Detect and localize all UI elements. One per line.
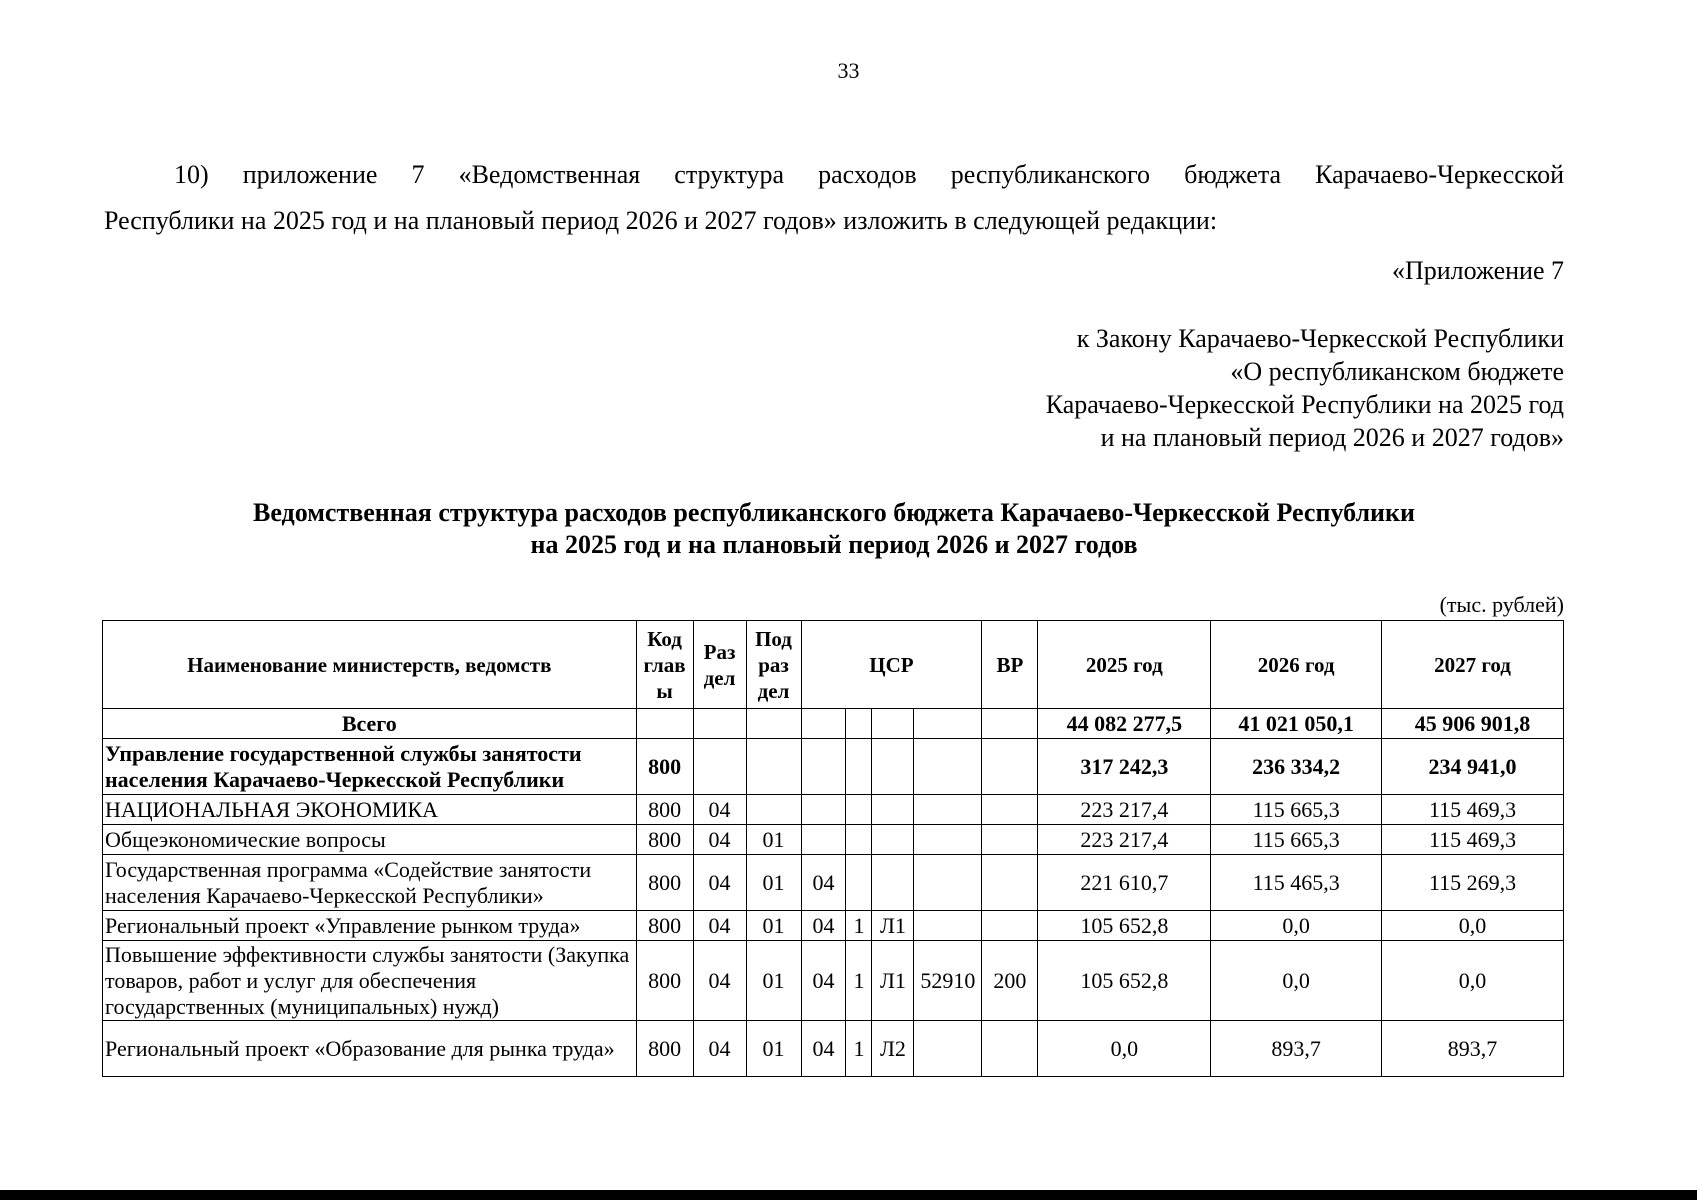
cell-csr2: 1 (846, 941, 872, 1021)
cell-razdel (693, 739, 746, 795)
table-row (103, 855, 1564, 911)
cell-kod: 800 (636, 739, 693, 795)
header-podrazdel-2: раз (758, 652, 789, 677)
cell-y2025: 105 652,8 (1038, 941, 1211, 1021)
appendix-reference (1046, 322, 1564, 454)
cell-csr4 (914, 825, 982, 855)
cell-razdel: 04 (693, 1021, 746, 1077)
cell-razdel: 04 (693, 795, 746, 825)
cell-y2027: 0,0 (1382, 941, 1564, 1021)
total-2025: 44 082 277,5 (1038, 709, 1211, 739)
intro-paragraph (104, 152, 1564, 244)
cell-vr (982, 795, 1038, 825)
header-podrazdel-1: Под (755, 626, 792, 651)
document-title (104, 497, 1564, 561)
cell-csr4 (914, 795, 982, 825)
cell-vr (982, 855, 1038, 911)
cell-csr4 (914, 1021, 982, 1077)
cell-podrazdel (746, 795, 801, 825)
cell-csr4: 52910 (914, 941, 982, 1021)
cell-name: Общеэкономические вопросы (103, 825, 637, 855)
document-title-line-1: Ведомственная структура расходов республиканского бюджета Карачаево-Черкесской Республики (253, 498, 1415, 527)
header-razdel (693, 621, 746, 709)
cell-csr1: 04 (801, 911, 846, 941)
cell-vr (982, 825, 1038, 855)
document-title-line-2: на 2025 год и на плановый период 2026 и 2027 годов (530, 530, 1138, 559)
header-podrazdel-3: дел (757, 678, 790, 703)
appendix-line-1: к Закону Карачаево-Черкесской Республики (1076, 324, 1564, 353)
page-number: 33 (837, 58, 860, 83)
header-2026: 2026 год (1211, 621, 1382, 709)
total-2027: 45 906 901,8 (1382, 709, 1564, 739)
header-kod-2: глав (643, 652, 686, 677)
cell-kod: 800 (636, 941, 693, 1021)
cell-csr4 (914, 739, 982, 795)
table-row (103, 941, 1564, 1021)
header-kod-3: ы (656, 678, 673, 703)
cell-csr1: 04 (801, 1021, 846, 1077)
cell-vr (982, 739, 1038, 795)
cell-razdel: 04 (693, 825, 746, 855)
cell-y2025: 223 217,4 (1038, 795, 1211, 825)
table-row (103, 1021, 1564, 1077)
cell-csr3: Л1 (872, 911, 914, 941)
appendix-title: «Приложение 7 (1391, 256, 1564, 285)
cell-y2025: 0,0 (1038, 1021, 1211, 1077)
cell-kod: 800 (636, 911, 693, 941)
cell-csr1 (801, 795, 846, 825)
cell-csr2: 1 (846, 1021, 872, 1077)
header-podrazdel (746, 621, 801, 709)
cell-razdel: 04 (693, 855, 746, 911)
cell-name: Государственная программа «Содействие занятости населения Карачаево-Черкесской Республики» (103, 855, 637, 911)
header-kod-1: Код (647, 626, 682, 651)
cell-name: Управление государственной службы занятости населения Карачаево-Черкесской Республики (103, 739, 637, 795)
cell-csr4 (914, 911, 982, 941)
cell-y2026: 115 665,3 (1211, 795, 1382, 825)
cell-podrazdel: 01 (746, 1021, 801, 1077)
cell-name: Региональный проект «Образование для рынка труда» (103, 1021, 637, 1077)
cell-y2026: 0,0 (1211, 911, 1382, 941)
cell-csr3 (872, 855, 914, 911)
cell-y2025: 105 652,8 (1038, 911, 1211, 941)
header-vr: ВР (982, 621, 1038, 709)
cell-csr2: 1 (846, 911, 872, 941)
cell-y2027: 0,0 (1382, 911, 1564, 941)
table-row (103, 739, 1564, 795)
cell-name: Повышение эффективности службы занятости (Закупка товаров, работ и услуг для обеспечения государственных (муниципальных) нужд) (103, 941, 637, 1021)
cell-y2027: 115 469,3 (1382, 795, 1564, 825)
table-body (103, 739, 1564, 1077)
cell-y2026: 893,7 (1211, 1021, 1382, 1077)
cell-csr3 (872, 739, 914, 795)
cell-y2026: 0,0 (1211, 941, 1382, 1021)
cell-vr (982, 911, 1038, 941)
cell-csr3: Л2 (872, 1021, 914, 1077)
total-row (103, 709, 1564, 739)
scan-bottom-edge (0, 1190, 1697, 1200)
cell-csr2 (846, 795, 872, 825)
table-header-row (103, 621, 1564, 709)
cell-podrazdel: 01 (746, 825, 801, 855)
cell-kod: 800 (636, 795, 693, 825)
cell-csr2 (846, 825, 872, 855)
table-row (103, 825, 1564, 855)
appendix-line-2: «О республиканском бюджете (1230, 357, 1564, 386)
cell-vr: 200 (982, 941, 1038, 1021)
cell-csr1 (801, 739, 846, 795)
cell-podrazdel (746, 739, 801, 795)
cell-csr1 (801, 825, 846, 855)
total-2026: 41 021 050,1 (1211, 709, 1382, 739)
intro-line-2: Республики на 2025 год и на плановый период 2026 и 2027 годов» изложить в следующей редакции: (104, 206, 1218, 235)
cell-kod: 800 (636, 825, 693, 855)
cell-csr3: Л1 (872, 941, 914, 1021)
cell-csr1: 04 (801, 941, 846, 1021)
cell-y2025: 221 610,7 (1038, 855, 1211, 911)
header-csr: ЦСР (801, 621, 982, 709)
cell-csr1: 04 (801, 855, 846, 911)
header-razdel-1: Раз (703, 639, 736, 664)
cell-razdel: 04 (693, 911, 746, 941)
budget-table (102, 620, 1564, 1077)
cell-y2027: 115 469,3 (1382, 825, 1564, 855)
cell-csr2 (846, 739, 872, 795)
header-kod (636, 621, 693, 709)
cell-kod: 800 (636, 1021, 693, 1077)
cell-y2027: 893,7 (1382, 1021, 1564, 1077)
table-row (103, 795, 1564, 825)
header-razdel-2: дел (703, 665, 736, 690)
total-label: Всего (103, 709, 637, 739)
header-name: Наименование министерств, ведомств (103, 621, 637, 709)
appendix-line-3: Карачаево-Черкесской Республики на 2025 год (1045, 390, 1564, 419)
cell-vr (982, 1021, 1038, 1077)
units-note: (тыс. рублей) (1439, 592, 1564, 617)
cell-y2027: 234 941,0 (1382, 739, 1564, 795)
cell-name: Региональный проект «Управление рынком труда» (103, 911, 637, 941)
appendix-line-4: и на плановый период 2026 и 2027 годов» (1100, 423, 1564, 452)
cell-y2025: 317 242,3 (1038, 739, 1211, 795)
cell-csr3 (872, 825, 914, 855)
cell-y2026: 115 465,3 (1211, 855, 1382, 911)
cell-y2025: 223 217,4 (1038, 825, 1211, 855)
cell-podrazdel: 01 (746, 855, 801, 911)
cell-y2026: 115 665,3 (1211, 825, 1382, 855)
cell-csr2 (846, 855, 872, 911)
cell-kod: 800 (636, 855, 693, 911)
cell-name: НАЦИОНАЛЬНАЯ ЭКОНОМИКА (103, 795, 637, 825)
intro-line-1: 10) приложение 7 «Ведомственная структура расходов республиканского бюджета Карачаево-Черкесской (174, 160, 1564, 189)
header-2025: 2025 год (1038, 621, 1211, 709)
cell-podrazdel: 01 (746, 911, 801, 941)
cell-y2026: 236 334,2 (1211, 739, 1382, 795)
cell-y2027: 115 269,3 (1382, 855, 1564, 911)
header-2027: 2027 год (1382, 621, 1564, 709)
cell-podrazdel: 01 (746, 941, 801, 1021)
cell-razdel: 04 (693, 941, 746, 1021)
table-row (103, 911, 1564, 941)
cell-csr3 (872, 795, 914, 825)
cell-csr4 (914, 855, 982, 911)
